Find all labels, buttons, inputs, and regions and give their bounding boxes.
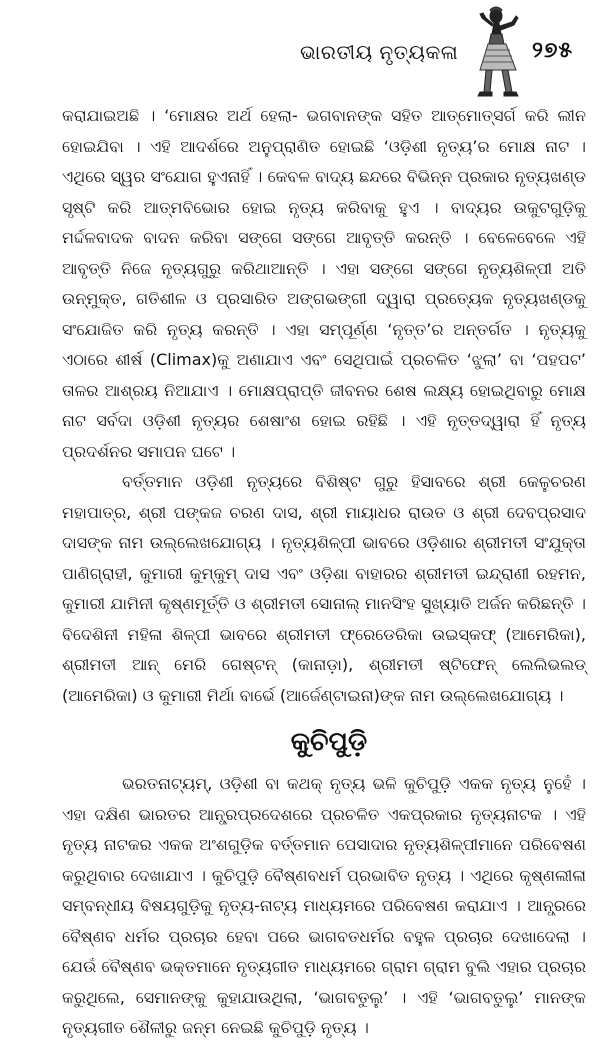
odissi-dancer-icon [472,4,524,102]
section-heading: କୁଚିପୁଡ଼ି [290,727,368,757]
page-body [62,101,586,1044]
paragraph-kuchipudi: ଭରତନାଟ୍ୟମ୍, ଓଡ଼ିଶୀ ବା କଥକ୍ ନୃତ୍ୟ ଭଳି କୁଚିପୁଡ଼ି ଏକକ ନୃତ୍ୟ ନୁହେଁ । ଏହା ଦକ୍ଷିଣ ଭାରତର ଆନ୍ଧ୍ରପ୍ରଦେଶରେ ପ୍ରଚଳିତ ଏକପ୍ରକାର ନୃତ୍ୟନାଟକ । ଏହି ନୃତ୍ୟ ନାଟକର ଏକକ ଅଂଶଗୁଡ଼ିକ ବର୍ତ୍ତମାନ ପେସାଦାର ନୃତ୍ୟଶିଳ୍ପୀମାନେ ପରିବେଷଣ କରୁଥିବାର ଦେଖାଯାଏ । କୁଚିପୁଡ଼ି ବୈଷ୍ଣବଧର୍ମ ପ୍ରଭାବିତ ନୃତ୍ୟ । ଏଥିରେ କୃଷ୍ଣଲୀଳା ସମ୍ବନ୍ଧୀୟ ବିଷୟଗୁଡ଼ିକୁ ନୃତ୍ୟ-ନାଟ୍ୟ ମାଧ୍ୟମରେ ପରିବେଷଣ କରାଯାଏ । ଆନ୍ଧ୍ରରେ ବୈଷ୍ଣବ ଧର୍ମର ପ୍ରଚାର ହେବା ପରେ ଭାଗବତଧର୍ମର ବହୁଳ ପ୍ରଚାର ଦେଖାଦେଲା । ଯେଉଁ ବୈଷ୍ଣବ ଭକ୍ତମାନେ ନୃତ୍ୟଗୀତ ମାଧ୍ୟମରେ ଗ୍ରାମ ଗ୍ରାମ ବୁଲି ଏହାର ପ୍ରଚାର କରୁଥିଲେ, ସେମାନଙ୍କୁ କୁହାଯାଉଥିଲା, ‘ଭାଗବତୁଲୁ’ । ଏହି ‘ଭାଗବତୁଲୁ’ ମାନଙ୍କ ନୃତ୍ୟଗୀତ ଶୈଳୀରୁ ଜନ୍ମ ନେଇଛି କୁଚିପୁଡ଼ି ନୃତ୍ୟ । [62,774,586,1037]
running-title: ଭାରତୀୟ ନୃତ୍ୟକଳା [300,40,459,64]
paragraph-moksha: କରାଯାଇଅଛି । ‘ମୋକ୍ଷର ଅର୍ଥ ହେଲା- ଭଗବାନଙ୍କ ସହିତ ଆତ୍ମୋତ୍ସର୍ଗ କରି ଲୀନ ହୋଇଯିବା । ଏହି ଆଦର୍ଶରେ ଅନୁପ୍ରାଣିତ ହୋଇଛି ‘ଓଡ଼ିଶୀ ନୃତ୍ୟ’ର ମୋକ୍ଷ ନାଟ । ଏଥିରେ ସ୍ୱର ସଂଯୋଗ ହୁଏନାହିଁ । କେବଳ ବାଦ୍ୟ ଛନ୍ଦରେ ବିଭିନ୍ନ ପ୍ରକାର ନୃତ୍ୟଖଣ୍ଡ ସୃଷ୍ଟି କରି ଆତ୍ମବିଭୋର ହୋଇ ନୃତ୍ୟ କରିବାକୁ ହୁଏ । ବାଦ୍ୟର ଉକୁଟଗୁଡ଼ିକୁ ମର୍ଦ୍ଦଳବାଦକ ବାଦନ କରିବା ସଙ୍ଗେ ସଙ୍ଗେ ଆବୃତ୍ତି କରନ୍ତି । ବେଳେବେଳେ ଏହି ଆବୃତ୍ତି ନିଜେ ନୃତ୍ୟଗୁରୁ କରିଥାଆନ୍ତି । ଏହା ସଙ୍ଗେ ସଙ୍ଗେ ନୃତ୍ୟଶିଳ୍ପୀ ଅତି ଉନ୍ମୁକ୍ତ, ଗତିଶୀଳ ଓ ପ୍ରସାରିତ ଅଙ୍ଗଭଙ୍ଗୀ ଦ୍ୱାରା ପ୍ରତ୍ୟେକ ନୃତ୍ୟଖଣ୍ଡକୁ ସଂଯୋଜିତ କରି ନୃତ୍ୟ କରନ୍ତି । ଏହା ସମ୍ପୂର୍ଣ୍ଣ ‘ନୃତ୍ତ’ର ଅନ୍ତର୍ଗତ । ନୃତ୍ୟକୁ ଏଠାରେ ଶୀର୍ଷ (Climax)କୁ ଅଣାଯାଏ ଏବଂ ସେଥିପାଇଁ ପ୍ରଚଳିତ ‘ଝୁଲା’ ବା ‘ପହପଟ’ ତାଳର ଆଶ୍ରୟ ନିଆଯାଏ । ମୋକ୍ଷପ୍ରାପ୍ତି ଜୀବନର ଶେଷ ଲକ୍ଷ୍ୟ ହୋଇଥିବାରୁ ମୋକ୍ଷ ନାଟ ସର୍ବଦା ଓଡ଼ିଶୀ ନୃତ୍ୟର ଶେଷାଂଶ ହୋଇ ରହିଛି । ଏହି ନୃତ୍ତଦ୍ୱାରା ହିଁ ନୃତ୍ୟ ପ୍ରଦର୍ଶନର ସମାପନ ଘଟେ । [62,106,586,461]
paragraph-odissi-artists: ବର୍ତ୍ତମାନ ଓଡ଼ିଶୀ ନୃତ୍ୟରେ ବିଶିଷ୍ଟ ଗୁରୁ ହିସାବରେ ଶ୍ରୀ କେଳୁଚରଣ ମହାପାତ୍ର, ଶ୍ରୀ ପଙ୍କଜ ଚରଣ ଦାସ, ଶ୍ରୀ ମାୟାଧର ରାଉତ ଓ ଶ୍ରୀ ଦେବପ୍ରସାଦ ଦାସଙ୍କ ନାମ ଉଲ୍ଲେଖଯୋଗ୍ୟ । ନୃତ୍ୟଶିଳ୍ପୀ ଭାବରେ ଓଡ଼ିଶାର ଶ୍ରୀମତୀ ସଂଯୁକ୍ତା ପାଣିଗ୍ରାହୀ, କୁମାରୀ କୁମ୍‌କୁମ୍ ଦାସ ଏବଂ ଓଡ଼ିଶା ବାହାରର ଶ୍ରୀମତୀ ଇନ୍ଦ୍ରାଣୀ ରହମନ, କୁମାରୀ ଯାମିନୀ କୃଷ୍ଣମୂର୍ତ୍ତି ଓ ଶ୍ରୀମତୀ ସୋନାଲ୍ ମାନସିଂହ ସୁଖ୍ୟାତି ଅର୍ଜନ କରିଛନ୍ତି । ବିଦେଶିନୀ ମହିଳା ଶିଳ୍ପୀ ଭାବରେ ଶ୍ରୀମତୀ ଫ୍ରେଡେରିକା ଉଇସ୍‌କଫ୍ (ଆମେରିକା), ଶ୍ରୀମତୀ ଆନ୍ ମେରି ଗେଷ୍ଟନ୍ (କାନାଡ଼ା), ଶ୍ରୀମତୀ ଷ୍ଟିଫେନ୍ ଲେଲିଭଲଡ୍ (ଆମେରିକା) ଓ କୁମାରୀ ମିର୍ଥା ବାର୍ଭେ (ଆର୍ଜେଣ୍ଟାଇନା)ଙ୍କ ନାମ ଉଲ୍ଲେଖଯୋଗ୍ୟ । [62,472,586,705]
page-number: ୨୭୫ [532,38,574,63]
